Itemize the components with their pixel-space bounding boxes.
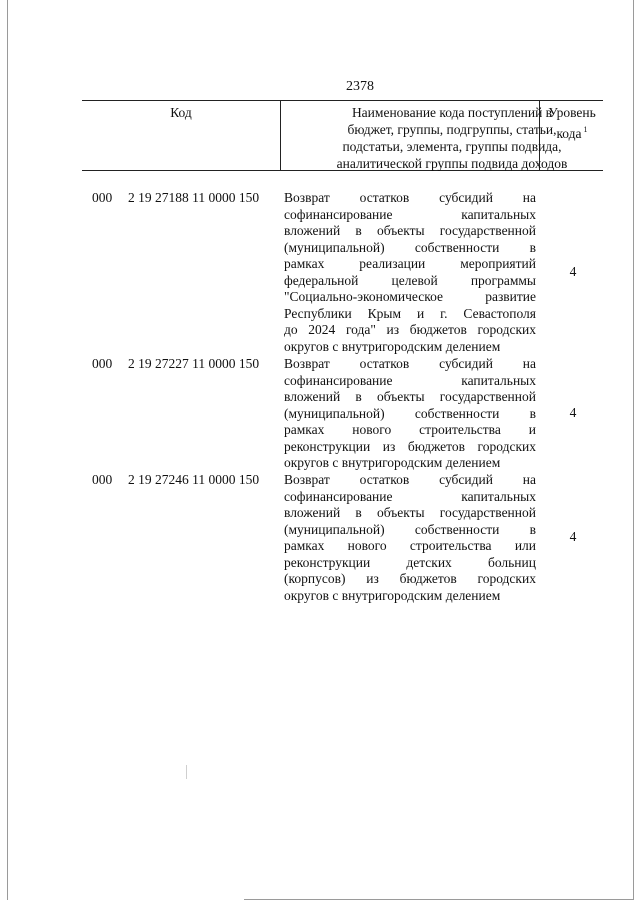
description-line — [284, 538, 536, 555]
scan-speck — [186, 765, 187, 779]
word: федеральной — [284, 272, 359, 288]
word: нового — [352, 422, 392, 437]
word: Возврат — [284, 356, 330, 371]
description-line — [284, 289, 536, 306]
header-name-line: аналитической группы подвида доходов — [336, 156, 568, 171]
word: вложений — [284, 505, 341, 520]
word: остатков — [359, 472, 410, 487]
word: бюджетов — [399, 571, 457, 586]
description-line: округов с внутригородским делением — [284, 455, 501, 470]
word: мероприятий — [460, 256, 536, 271]
word: нового — [347, 538, 387, 553]
word: (муниципальной) — [284, 405, 385, 421]
word: рамках — [284, 422, 325, 437]
header-level-text: кода — [556, 126, 582, 141]
row-description — [284, 190, 536, 355]
word: "Социально-экономическое — [284, 289, 443, 304]
description-line — [284, 389, 536, 406]
word: рамках — [284, 256, 325, 271]
word: в — [529, 405, 536, 421]
word: государственной — [439, 389, 536, 404]
word: в — [355, 505, 362, 520]
word: бюджетов — [409, 322, 467, 337]
word: до — [284, 322, 298, 337]
word: субсидий — [439, 356, 493, 371]
scan-edge-left — [7, 0, 8, 900]
description-line: округов с внутригородским делением — [284, 338, 501, 354]
word: остатков — [359, 190, 410, 205]
word: Республики — [284, 305, 352, 321]
word: или — [514, 538, 536, 553]
description-line: округов с внутригородским делением — [284, 587, 501, 603]
word: городских — [477, 571, 536, 586]
word: в — [355, 389, 362, 404]
description-line — [284, 406, 536, 423]
word: больниц — [487, 554, 536, 570]
description-line — [284, 505, 536, 522]
row-level: 4 — [569, 405, 577, 420]
word: (корпусов) — [284, 571, 346, 586]
header-divider-1 — [280, 101, 281, 170]
word: государственной — [439, 223, 536, 238]
word: года" — [345, 322, 376, 337]
word: детских — [406, 554, 452, 570]
word: программы — [470, 272, 536, 288]
word: строительства — [419, 422, 501, 437]
table-header — [82, 100, 603, 171]
word: Возврат — [284, 190, 330, 205]
header-level-line: Уровень — [548, 105, 596, 120]
word: Крым — [367, 305, 402, 321]
description-line — [284, 322, 536, 339]
description-line — [284, 207, 536, 224]
description-line — [284, 190, 536, 207]
word: реконструкции — [284, 438, 371, 454]
word: в — [529, 239, 536, 255]
word: г. — [440, 305, 448, 321]
description-line — [284, 571, 536, 588]
word: целевой — [391, 272, 438, 288]
word: капитальных — [461, 206, 536, 222]
word: в — [529, 521, 536, 537]
description-line — [284, 306, 536, 323]
description-line — [284, 489, 536, 506]
header-code: Код — [170, 105, 192, 120]
description-line — [284, 522, 536, 539]
word: Возврат — [284, 472, 330, 487]
budget-code: 2 19 27246 11 0000 150 — [128, 472, 260, 487]
word: (муниципальной) — [284, 521, 385, 537]
word: собственности — [414, 405, 500, 421]
word: из — [386, 322, 400, 337]
word: софинансирование — [284, 488, 393, 504]
header-name-line: бюджет, группы, подгруппы, статьи, — [347, 122, 557, 137]
word: развитие — [485, 289, 536, 304]
word: софинансирование — [284, 372, 393, 388]
word: городских — [477, 322, 536, 337]
word: вложений — [284, 389, 341, 404]
description-line — [284, 472, 536, 489]
description-line — [284, 240, 536, 257]
word: субсидий — [439, 190, 493, 205]
description-line — [284, 223, 536, 240]
description-line — [284, 439, 536, 456]
word: собственности — [414, 521, 500, 537]
word: софинансирование — [284, 206, 393, 222]
description-line — [284, 555, 536, 572]
header-level-line-2 — [542, 121, 602, 142]
footnote-marker: 1 — [583, 125, 588, 134]
word: на — [522, 472, 536, 487]
word: государственной — [439, 505, 536, 520]
admin-code: 000 — [92, 472, 113, 487]
budget-code: 2 19 27188 11 0000 150 — [128, 190, 260, 205]
description-line — [284, 356, 536, 373]
row-level: 4 — [569, 529, 577, 544]
word: реализации — [359, 256, 426, 271]
word: собственности — [414, 239, 500, 255]
word: на — [522, 190, 536, 205]
word: Севастополя — [463, 305, 536, 321]
description-line — [284, 273, 536, 290]
scan-edge-right — [633, 0, 634, 900]
word: на — [522, 356, 536, 371]
word: (муниципальной) — [284, 239, 385, 255]
word: из — [366, 571, 379, 586]
word: субсидий — [439, 472, 493, 487]
word: и — [416, 305, 425, 321]
scan-edge-bottom — [244, 899, 634, 900]
word: вложений — [284, 223, 341, 238]
admin-code: 000 — [92, 190, 113, 205]
word: объекты — [376, 389, 425, 404]
budget-code: 2 19 27227 11 0000 150 — [128, 356, 260, 371]
word: остатков — [359, 356, 410, 371]
row-description — [284, 472, 536, 604]
header-name-line: Наименование кода поступлений в — [351, 105, 553, 120]
row-level: 4 — [569, 264, 577, 279]
word: объекты — [376, 223, 425, 238]
header-level — [542, 104, 602, 142]
word: и — [528, 422, 536, 437]
description-line — [284, 422, 536, 439]
description-line — [284, 256, 536, 273]
admin-code: 000 — [92, 356, 113, 371]
description-line — [284, 373, 536, 390]
word: капитальных — [461, 488, 536, 504]
word: рамках — [284, 538, 325, 553]
header-name-line: подстатьи, элемента, группы подвида, — [342, 139, 562, 154]
word: реконструкции — [284, 554, 371, 570]
word: из — [382, 438, 396, 454]
word: бюджетов — [407, 438, 465, 454]
word: капитальных — [461, 372, 536, 388]
word: городских — [477, 438, 536, 454]
page-number: 2378 — [346, 79, 374, 94]
word: в — [355, 223, 362, 238]
word: 2024 — [308, 322, 336, 337]
word: объекты — [376, 505, 425, 520]
word: строительства — [409, 538, 492, 553]
row-description — [284, 356, 536, 472]
